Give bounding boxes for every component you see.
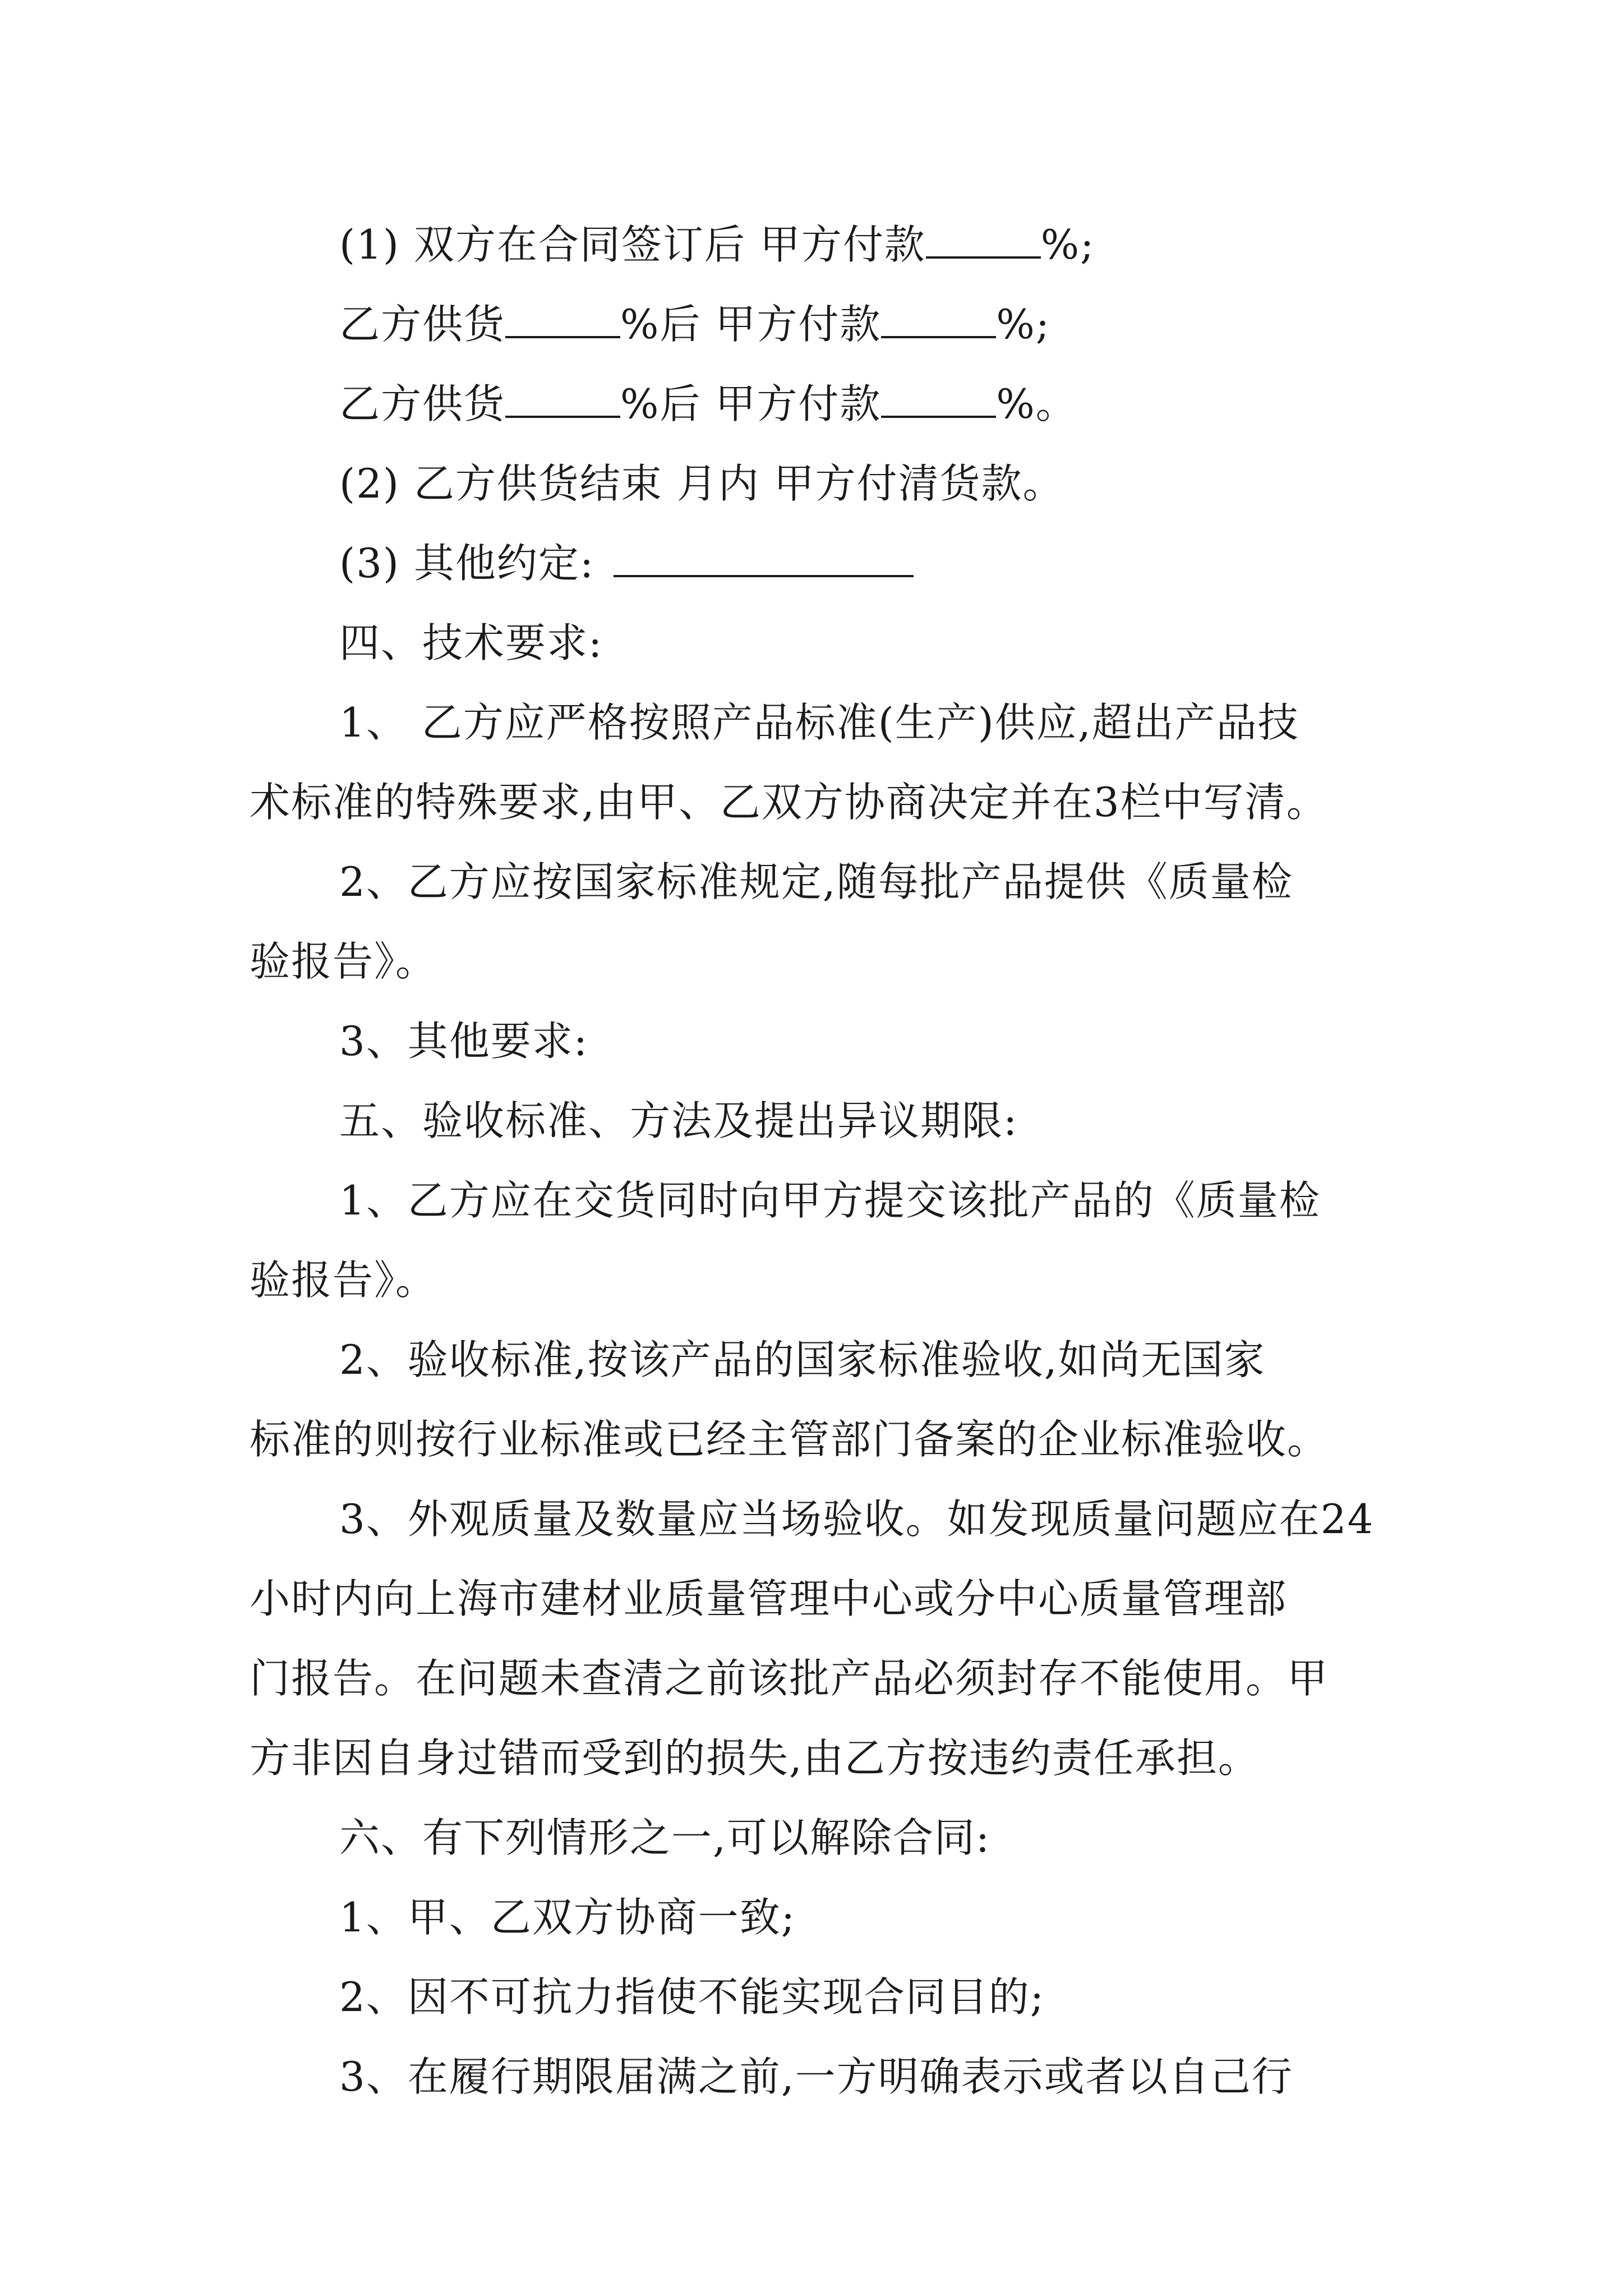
paragraph-line: 3、其他要求: <box>339 1018 589 1065</box>
section-heading: 六、有下列情形之一,可以解除合同: <box>339 1814 991 1861</box>
other-agreement-line <box>250 523 1377 603</box>
document-body <box>250 205 1377 2116</box>
payment-line-1 <box>250 205 1377 284</box>
line-text: %。 <box>996 380 1077 427</box>
paragraph-line: 2、乙方应按国家标准规定,随每批产品提供《质量检 <box>339 858 1293 905</box>
paragraph-continuation: 门报告。在问题未查清之前该批产品必须封存不能使用。甲 <box>250 1655 1329 1702</box>
paragraph-continuation: 术标准的特殊要求,由甲、乙双方协商决定并在3栏中写清。 <box>250 779 1328 826</box>
paragraph-continuation: 方非因自身过错而受到的损失,由乙方按违约责任承担。 <box>250 1734 1260 1782</box>
paragraph-line: 1、乙方应在交货同时向甲方提交该批产品的《质量检 <box>339 1177 1321 1224</box>
line-text: (1) 双方在合同签订后 甲方付款 <box>339 221 926 268</box>
fill-blank <box>505 383 620 418</box>
paragraph-continuation: 小时内向上海市建材业质量管理中心或分中心质量管理部 <box>250 1575 1288 1622</box>
paragraph-line: 3、外观质量及数量应当场验收。如发现质量问题应在24 <box>339 1496 1375 1543</box>
paragraph-line: 1、 乙方应严格按照产品标准(生产)供应,超出产品技 <box>339 699 1299 746</box>
payment-line-3 <box>250 364 1377 444</box>
paragraph-line: 3、在履行期限届满之前,一方明确表示或者以自己行 <box>339 2053 1293 2100</box>
paragraph-line: 1、甲、乙双方协商一致; <box>339 1894 796 1941</box>
payment-line-4: (2) 乙方供货结束 月内 甲方付清货款。 <box>339 460 1064 507</box>
section-heading: 五、验收标准、方法及提出异议期限: <box>339 1097 1018 1144</box>
paragraph-continuation: 验报告》。 <box>250 938 437 985</box>
line-text: 乙方供货 <box>339 380 506 427</box>
paragraph-continuation: 标准的则按行业标准或已经主管部门备案的企业标准验收。 <box>250 1416 1329 1463</box>
fill-blank <box>614 542 914 577</box>
line-text: %后 甲方付款 <box>620 301 882 348</box>
paragraph-line: 2、验收标准,按该产品的国家标准验收,如尚无国家 <box>339 1336 1266 1383</box>
fill-blank <box>505 303 620 338</box>
payment-line-2 <box>250 284 1377 364</box>
fill-blank <box>881 383 996 418</box>
fill-blank <box>881 303 996 338</box>
section-heading: 四、技术要求: <box>339 619 603 666</box>
line-text: %后 甲方付款 <box>620 380 882 427</box>
line-text: 乙方供货 <box>339 301 506 348</box>
line-text: (3) 其他约定: <box>339 540 595 587</box>
paragraph-continuation: 验报告》。 <box>250 1257 437 1304</box>
line-text: %; <box>996 301 1050 348</box>
fill-blank <box>926 224 1041 259</box>
line-text: %; <box>1040 221 1095 268</box>
paragraph-line: 2、因不可抗力指使不能实现合同目的; <box>339 1973 1045 2021</box>
